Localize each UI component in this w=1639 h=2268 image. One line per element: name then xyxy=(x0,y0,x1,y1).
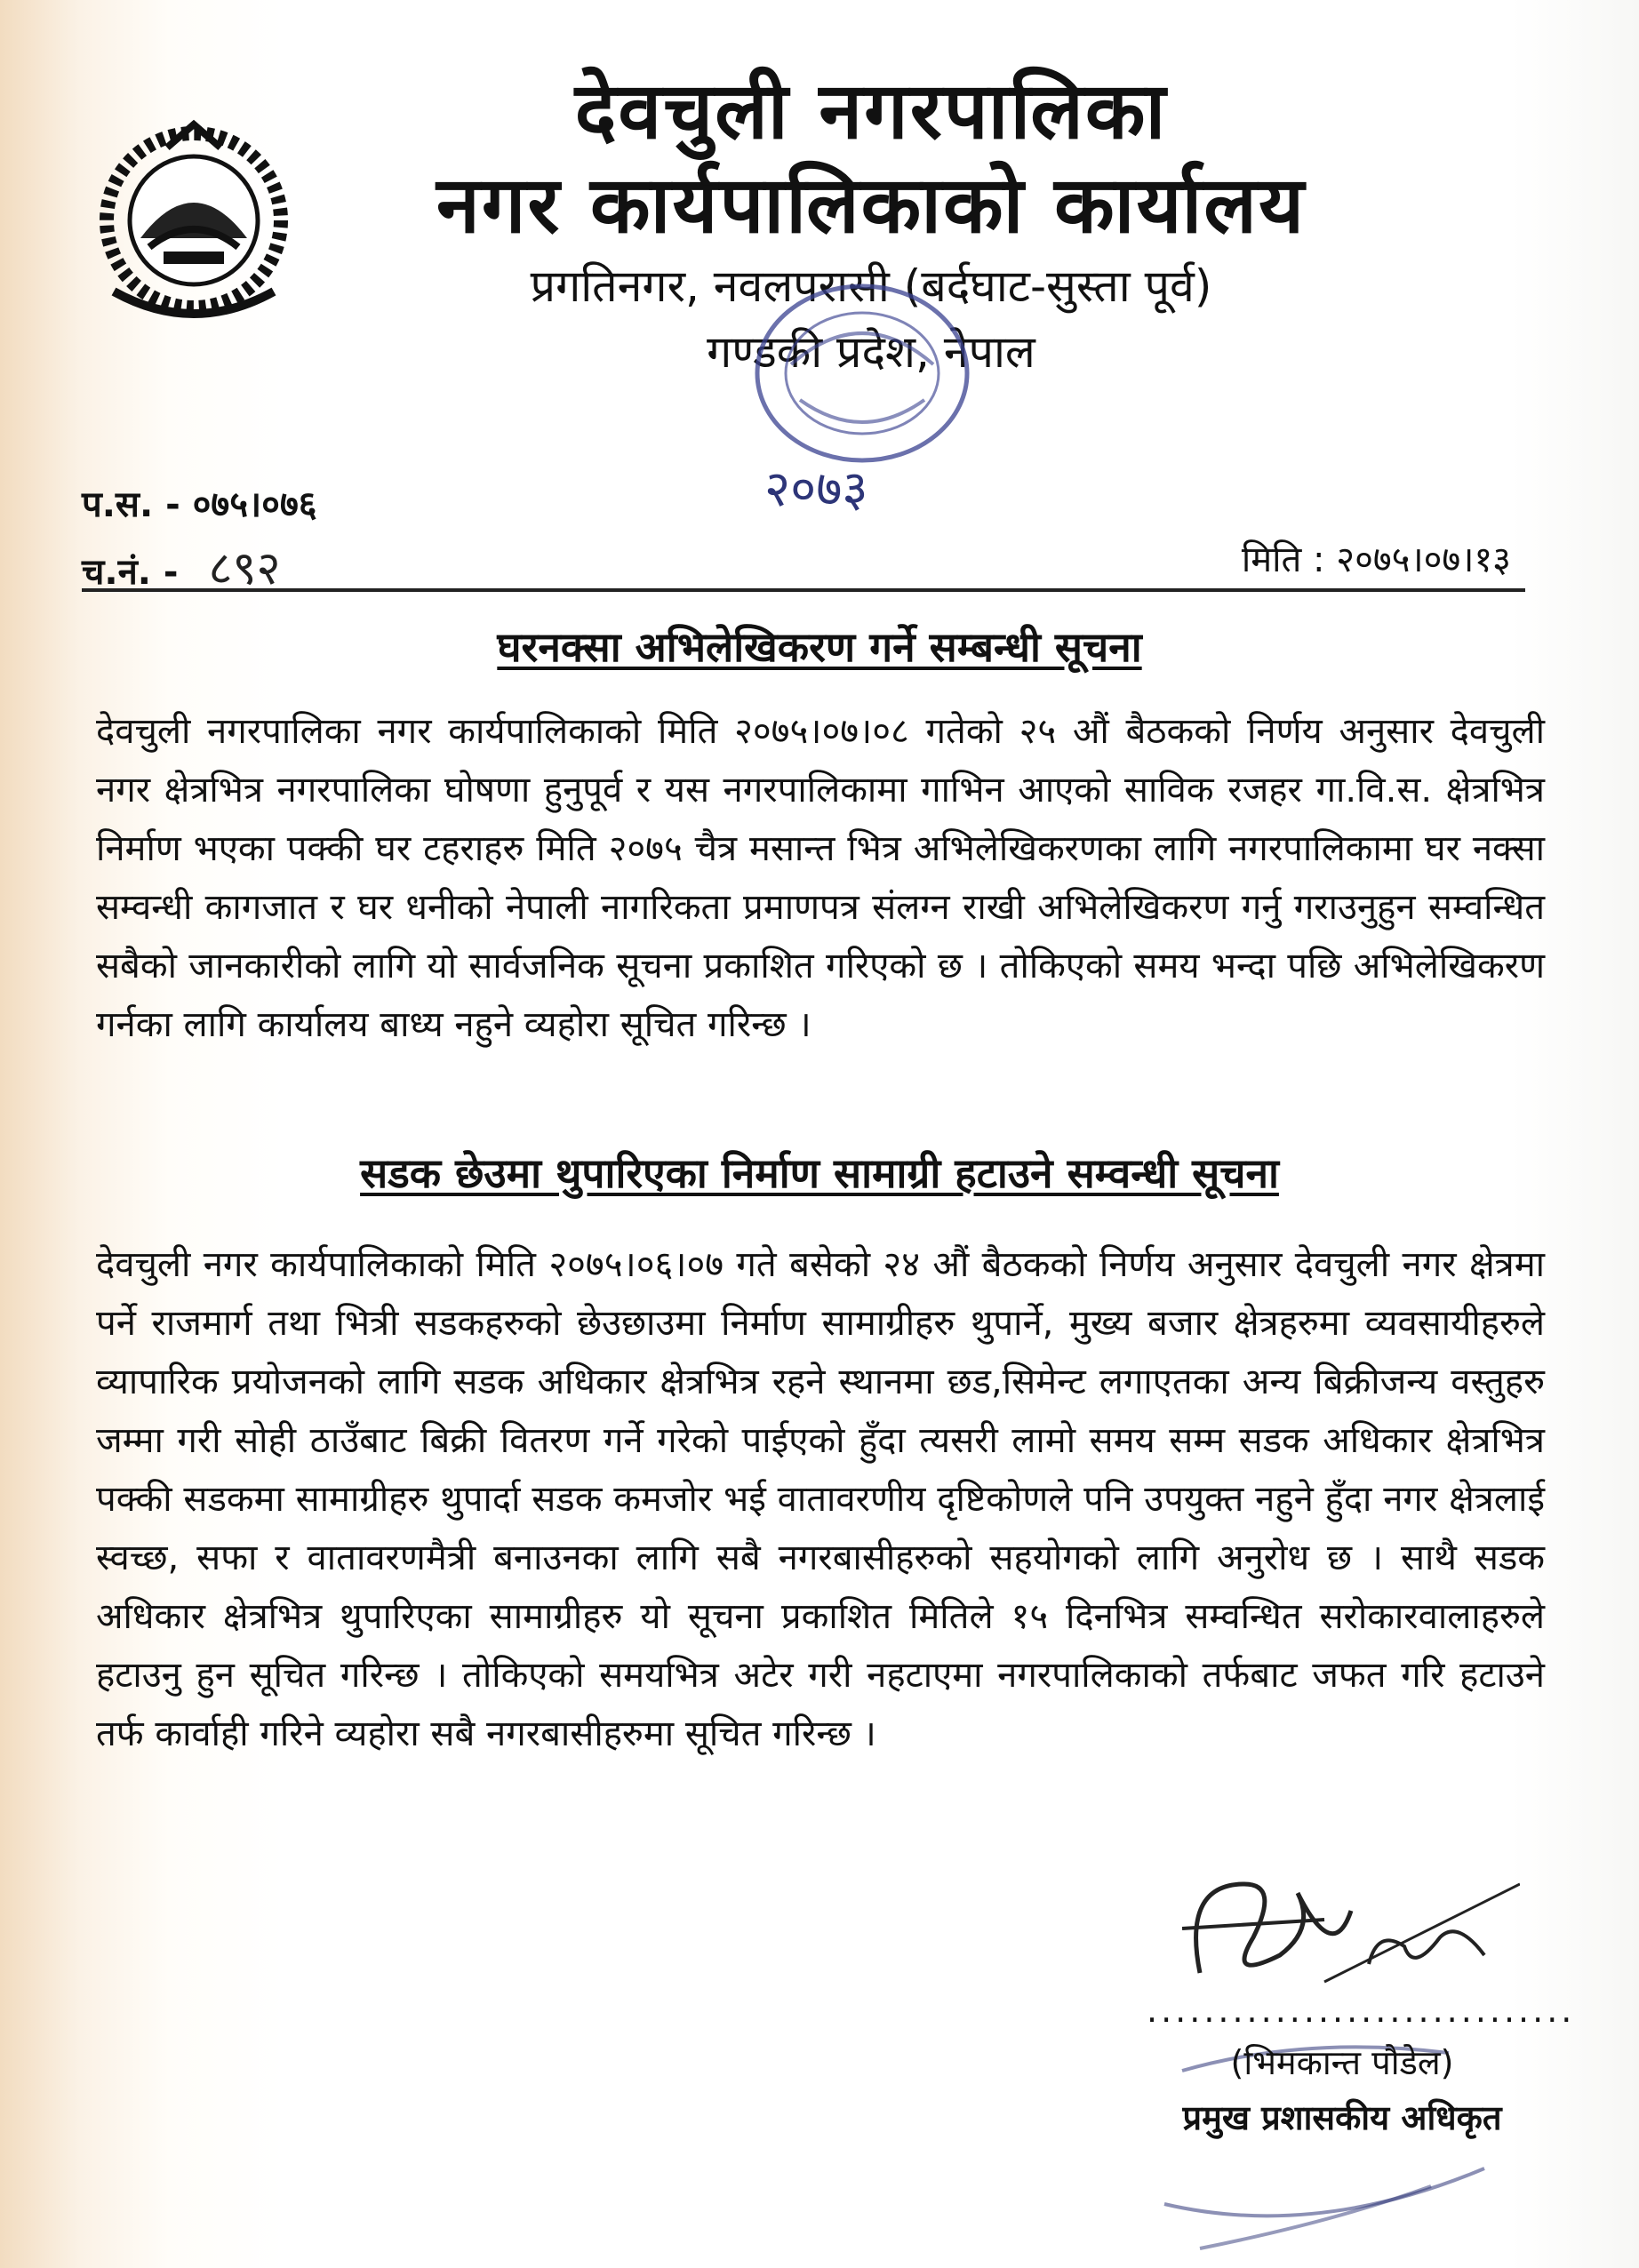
letter-date xyxy=(1242,533,1511,582)
header-divider xyxy=(82,588,1525,592)
cn-label: च.नं. - xyxy=(82,552,179,593)
office-name: नगर कार्यपालिकाको कार्यालय xyxy=(436,158,1306,251)
reference-ps xyxy=(82,478,317,527)
office-address: प्रगतिनगर, नवलपरासी (बर्दघाट-सुस्ता पूर्व) xyxy=(530,260,1212,313)
signatory-block xyxy=(1147,1991,1576,2140)
signatory-title: प्रमुख प्रशासकीय अधिकृत xyxy=(1182,2098,1502,2137)
nepal-emblem-icon xyxy=(78,114,309,327)
cn-value: ८९२ xyxy=(208,542,281,595)
date-label: मिति : xyxy=(1241,539,1325,580)
notice-2-body: देवचुली नगर कार्यपालिकाको मिति २०७५।०६।०७ गते बसेको २४ औं बैठकको निर्णय अनुसार देवचुली नगर क्षेत्रमा पर्ने राजमार्ग तथा भित्री सडकहरुको छेउछाउमा निर्माण सामाग्रीहरु थुपार्ने, मुख्य बजार क्षेत्रहरुमा व्यवसायीहरुले व्यापारिक प्रयोजनको लागि सडक अधिकार क्षेत्रभित्र रहने स्थानमा छड,सिमेन्ट लगाएतका अन्य बिक्रीजन्य वस्तुहरु जम्मा गरी सोही ठाउँबाट बिक्री वितरण गर्ने गरेको पाईएको हुँदा त्यसरी लामो समय सम्म सडक अधिकार क्षेत्रभित्र पक्की सडकमा सामाग्रीहरु थुपार्दा सडक कमजोर भई वातावरणीय दृष्टिकोणले पनि उपयुक्त नहुने हुँदा नगर क्षेत्रलाई स्वच्छ, सफा र वातावरणमैत्री बनाउनका लागि सबै नगरबासीहरुको सहयोगको लागि अनुरोध छ । साथै सडक अधिकार क्षेत्रभित्र थुपारिएका सामाग्रीहरु यो सूचना प्रकाशित मितिले १५ दिनभित्र सम्वन्धित सरोकारवालाहरुले हटाउनु हुन सूचित गरिन्छ । तोकिएको समयभित्र अटेर गरी नहटाएमा नगरपालिकाको तर्फबाट जफत गरि हटाउने तर्फ कार्वाही गरिने व्यहोरा सबै नगरबासीहरुमा सूचित गरिन्छ । xyxy=(96,1244,1545,1754)
notice-1-title: घरनक्सा अभिलेखिकरण गर्ने सम्बन्धी सूचना xyxy=(497,623,1142,671)
office-stamp-year: २०७३ xyxy=(764,460,868,518)
notice-1-body: देवचुली नगरपालिका नगर कार्यपालिकाको मिति २०७५।०७।०८ गतेको २५ औं बैठकको निर्णय अनुसार देवचुली नगर क्षेत्रभित्र नगरपालिका घोषणा हुनुपूर्व र यस नगरपालिकामा गाभिन आएको साविक रजहर गा.वि.स. क्षेत्रभित्र निर्माण भएका पक्की घर टहराहरु मिति २०७५ चैत्र मसान्त भित्र अभिलेखिकरणका लागि नगरपालिकामा घर नक्सा सम्वन्धी कागजात र घर धनीको नेपाली नागरिकता प्रमाणपत्र संलग्न राखी अभिलेखिकरण गर्नु गराउनुहुन सम्वन्धित सबैको जानकारीको लागि यो सार्वजनिक सूचना प्रकाशित गरिएको छ । तोकिएको समय भन्दा पछि अभिलेखिकरण गर्नका लागि कार्यालय बाध्य नहुने व्यहोरा सूचित गरिन्छ । xyxy=(96,711,1545,1045)
ps-label: प.स. - xyxy=(82,484,180,525)
signatory-name: (भिमकान्त पौडेल) xyxy=(1230,2043,1454,2082)
municipality-name: देवचुली नगरपालिका xyxy=(574,65,1168,156)
date-value: २०७५।०७।१३ xyxy=(1336,539,1511,580)
ps-value: ०७५।०७६ xyxy=(192,484,317,525)
office-stamp-icon xyxy=(738,267,987,480)
notice-2-title: सडक छेउमा थुपारिएका निर्माण सामाग्री हटाउने सम्वन्धी सूचना xyxy=(360,1149,1279,1197)
signature-dots: .............................. xyxy=(1147,1991,1576,2030)
office-province: गण्डकी प्रदेश, नेपाल xyxy=(707,325,1035,378)
